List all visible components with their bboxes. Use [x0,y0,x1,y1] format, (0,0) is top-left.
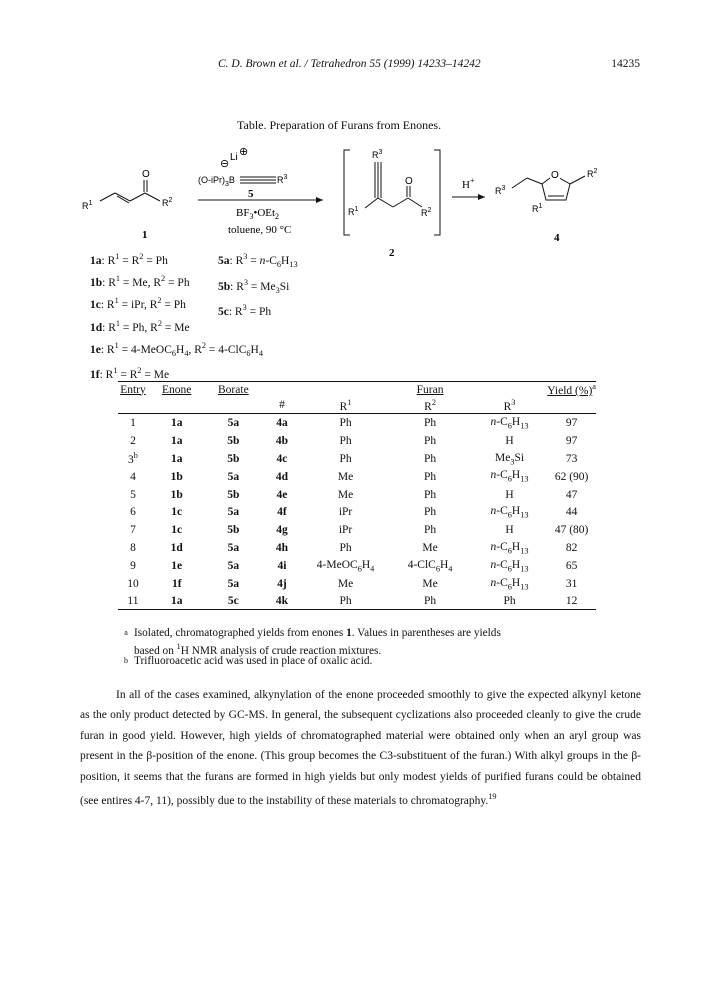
cell-num: 4g [276,524,288,537]
enone-def-1e: 1e: $R^1$ = $4-MeOC_6H_4$, $R^2 = 4-ClC_6H_4$ [90,340,263,359]
cell-yield: 44 [565,506,578,519]
cell-r1: Ph [339,416,352,429]
furan-label: 4 [554,232,560,244]
cell-r2: Ph [423,434,437,447]
borate-label: 5 [248,188,254,200]
table-row [118,539,596,557]
cell-entry: 5 [130,488,136,501]
col-borate: Borate [218,383,249,396]
footnote-b [118,654,372,668]
cell-borate: 5a [227,416,240,429]
cell-enone: 1b [170,488,183,501]
cell-entry: 11 [118,593,148,610]
col-yield [547,382,596,398]
cell-num: 4k [261,593,303,610]
col-r1: $R^1$ [303,397,389,414]
body-paragraph [80,685,641,811]
table-row [118,432,596,450]
cell-enone: 1c [171,524,183,537]
cell-yield: 62 (90) [554,470,589,483]
cell-r2: Me [422,577,438,590]
cell-borate: 5a [227,542,240,555]
cell-yield: 12 [547,593,596,610]
cell-r3: $Me_3Si$ [494,451,525,466]
cell-r2: Ph [423,452,437,465]
cell-yield: 82 [565,542,578,555]
borate-reagent: $(O-iPr)_3B$ [198,175,235,188]
cell-r3: $n-C_6H_{13}$ [490,469,529,484]
cell-entry: 4 [130,470,136,483]
cell-r1: Ph [339,434,352,447]
cell-r3: $n-C_6H_{13}$ [490,576,529,592]
cell-r2: Ph [388,593,471,610]
cell-r1: iPr [338,524,353,537]
intermediate-brackets [344,150,440,235]
cell-borate: 5b [227,488,240,501]
cell-borate: 5a [227,470,240,483]
paragraph-text: In all of the cases examined, alkynylation of the enone proceeded smoothly to give the expected alkynyl ketone as the only product detected by GC-MS. In general, the subsequent cyclizations also proceeded cleanly to give the crude furan in good yield. However, high yields of chromatographed material were obtained only when an aryl group was present in the β-position of the enone. (This group becomes the C3-substituent of the furan.) With alkyl groups in the β-position, it seems that the furans are formed in high yields but only modest yields of purified furans could be obtained (see entires 4-7, 11), possibly due to the instability of these materials to chromatography. [80,689,641,807]
cell-r1: iPr [338,506,353,519]
col-yield-mark: a [592,382,596,392]
header-row-sub [118,397,596,414]
cell-enone: 1e [171,560,183,573]
cell-borate: 5b [227,452,240,465]
paragraph-ref: 19 [488,792,497,802]
cell-r3: Ph [472,593,547,610]
cell-r3: H [505,524,514,537]
furan-r1: $R^1$ [532,203,543,214]
cell-r2: $4-ClC_6H_4$ [407,558,453,574]
table-row [118,575,596,593]
acid-arrowhead [478,194,485,200]
borate-r3: $R^3$ [277,174,288,185]
cell-entry: 6 [130,506,136,519]
cell-yield: 47 [565,488,578,501]
cell-num: 4c [276,452,288,465]
col-entry: Entry [120,383,146,396]
reaction-scheme [80,140,620,259]
results-table [118,381,596,610]
cell-r2: Ph [423,524,437,537]
enone-def-1d: 1d: $R^1 = Ph$, $R^2 = Me$ [90,318,190,334]
cell-r1: Ph [339,452,352,465]
cell-entry: 1 [130,416,136,429]
reagent-bf3: $BF_3•OEt_2$ [236,207,280,221]
col-r2: $R^2$ [388,397,471,414]
cell-num: 4a [276,416,288,429]
footnote-a-line2: based on $^1$H NMR analysis of crude reaction mixtures. [134,642,382,657]
table-row [118,593,596,610]
cell-yield: 31 [565,577,578,590]
enone-label: 1 [142,229,148,241]
cell-entry: 2 [130,434,136,447]
cell-yield: 97 [565,416,578,429]
enone-o: O [142,169,150,180]
table-row [118,468,596,486]
cell-entry: 8 [130,542,136,555]
cell-enone: 1b [170,470,183,483]
footnote-a [118,626,501,658]
col-furan: Furan [416,383,444,396]
furan-r2: $R^2$ [587,168,598,179]
running-head: C. D. Brown et al. / Tetrahedron 55 (1999) 14233–14242 [218,58,481,70]
cell-entry: 9 [130,560,136,573]
cell-enone: 1a [170,416,183,429]
cell-borate: 5b [227,434,240,447]
borate-minus: ⊖ [220,158,230,170]
intermediate-label: 2 [389,247,395,259]
col-yield-label: Yield (%) [547,384,593,397]
cell-r1: Me [337,577,354,590]
intermediate-o: O [405,176,413,187]
cell-yield: 97 [565,434,578,447]
footnote-b-mark: b [124,656,128,665]
table-title: Table. Preparation of Furans from Enones. [237,118,442,132]
table-row [118,557,596,575]
cell-r1: $4-MeOC_6H_4$ [316,558,375,574]
cell-enone: 1d [170,542,183,555]
cell-borate: 5b [227,524,240,537]
cell-yield: 65 [565,560,578,573]
cell-num: 4d [275,470,289,483]
furan-o: O [551,170,559,181]
cell-borate: 5c [206,593,262,610]
table-row [118,414,596,432]
header-row-top [118,382,596,398]
footnote-a-mark: a [124,628,128,637]
enone-def-1c: 1c: $R^1$ = iPr, $R^2 = Ph$ [90,296,186,312]
table-body [118,414,596,610]
cell-r1: Ph [339,542,352,555]
footnote-a-line1: Isolated, chromatographed yields from enones 1. Values in parentheses are yields [134,627,501,639]
cell-num: 4i [277,560,287,573]
cell-borate: 5a [227,506,240,519]
cell-borate: 5a [227,560,240,573]
cell-r3: H [505,434,514,447]
cell-enone: 1a [148,593,206,610]
furan-structure [512,175,585,200]
footnote-b-text: Trifluoroacetic acid was used in place of oxalic acid. [134,655,373,667]
cell-r3: H [505,488,514,501]
table-row [118,450,596,468]
table-row [118,486,596,504]
borate-def-5c: 5c: $R^3 = Ph$ [218,303,272,318]
table-row [118,521,596,539]
cell-num: 4h [275,542,289,555]
cell-r2: Ph [423,488,437,501]
cell-r2: Ph [423,416,437,429]
enone-r1: $R^1$ [82,200,93,211]
col-enone: Enone [162,383,192,396]
cell-yield: 47 (80) [554,524,589,537]
cell-num: 4f [277,506,287,519]
cell-r2: Me [422,542,438,555]
cell-num: 4b [275,434,289,447]
enone-r2: $R^2$ [162,197,173,208]
intermediate-r3: $R^3$ [372,149,383,160]
page-number: 14235 [611,58,640,70]
cell-enone: 1a [170,434,183,447]
furan-r3: $R^3$ [495,185,506,196]
cell-entry: 3$^b$ [128,451,138,467]
cell-entry: 10 [127,577,139,590]
borate-definitions [218,248,298,321]
table-row [118,503,596,521]
borate-li: Li [230,152,238,163]
main-arrowhead [316,197,323,203]
cell-r3: $n-C_6H_{13}$ [490,558,529,574]
reagent-conditions: toluene, 90 °C [228,224,292,236]
cell-r3: $n-C_6H_{13}$ [490,415,529,431]
borate-triple-bond [240,177,276,183]
cell-r1: Me [337,470,354,483]
cell-num: 4j [277,577,287,590]
cell-entry: 7 [130,524,136,537]
cell-borate: 5a [227,577,240,590]
cell-r3: $n-C_6H_{13}$ [490,541,529,556]
cell-enone: 1a [170,452,183,465]
cell-r1: Me [337,488,354,501]
cell-r2: Ph [423,470,437,483]
col-r3: $R^3$ [472,397,547,414]
enone-def-1a: 1a: $R^1 = R^2 = Ph$ [90,252,168,267]
cell-r3: $n-C_6H_{13}$ [490,505,529,520]
intermediate-structure [365,162,422,208]
cell-enone: 1c [171,506,183,519]
cell-num: 4e [276,488,288,501]
cell-r2: Ph [423,506,437,519]
borate-def-5b: 5b: $R^3 = Me_3Si$ [218,277,290,295]
intermediate-r2: $R^2$ [421,207,432,218]
borate-plus: ⊕ [239,146,249,158]
acid-label: H+ [462,176,475,191]
col-num: # [261,397,303,414]
enone-def-1f: 1f: $R^1 = R^2 = Me$ [90,366,170,382]
enone-structure [100,180,160,203]
cell-yield: 73 [565,452,578,465]
cell-r1: Ph [303,593,389,610]
borate-def-5a: 5a: $R^3 = n-C_6H_{13}$ [218,252,298,270]
cell-enone: 1f [171,577,182,590]
intermediate-r1: $R^1$ [348,206,359,217]
enone-def-1b: 1b: $R^1 = Me$, $R^2 = Ph$ [90,274,190,290]
